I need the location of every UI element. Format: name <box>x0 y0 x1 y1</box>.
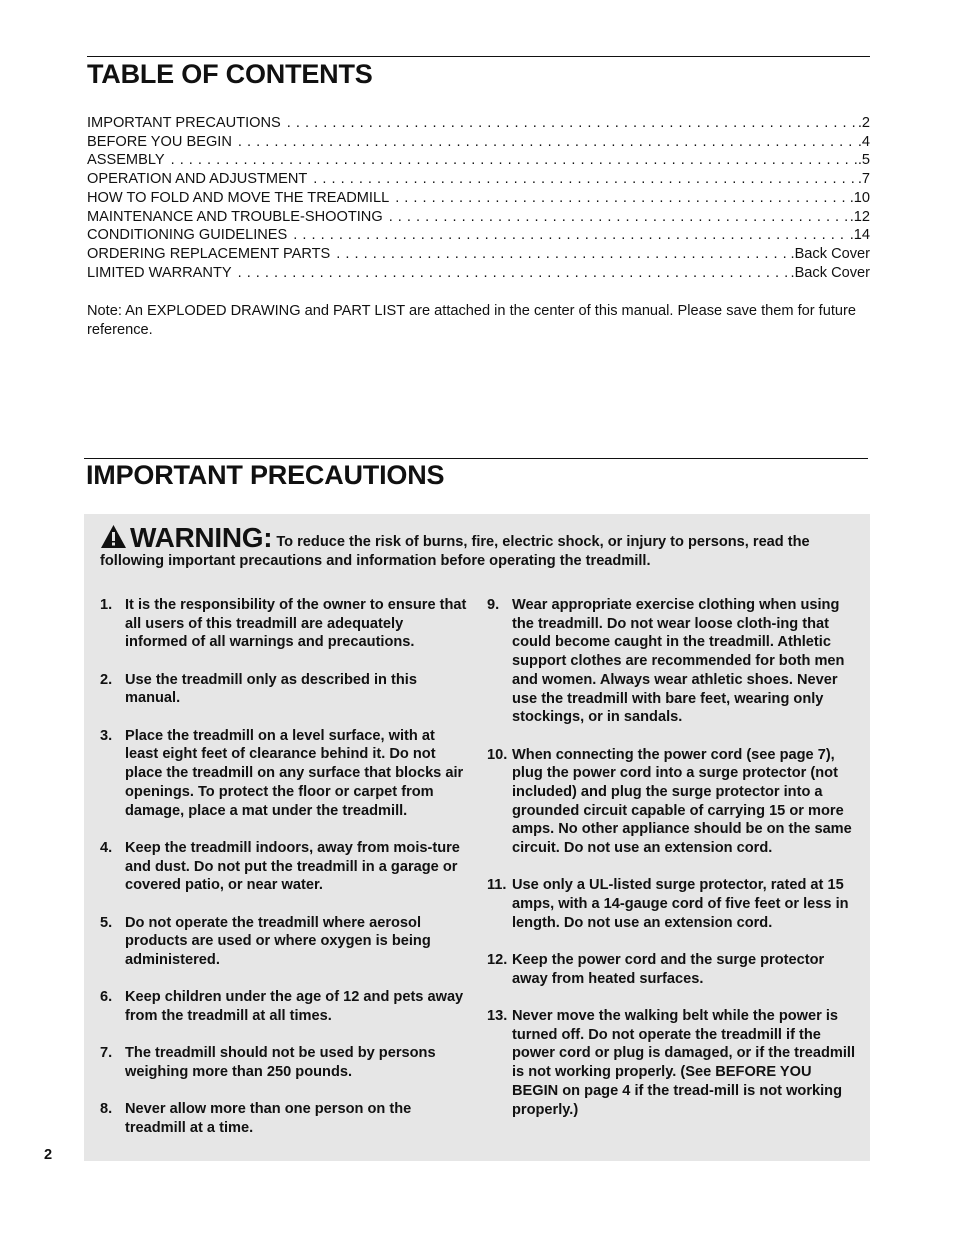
toc-list <box>87 114 870 282</box>
precaution-number: 12. <box>487 952 508 969</box>
precaution-text: Keep the treadmill indoors, away from mois-ture and dust. Do not put the treadmill in a garage or covered patio, or near water. <box>125 839 460 894</box>
precaution-item <box>100 727 467 821</box>
toc-leader-dots <box>287 114 858 133</box>
toc-entry-title: ORDERING REPLACEMENT PARTS <box>87 245 331 262</box>
precaution-number: 2. <box>100 671 113 688</box>
toc-leader-dots <box>238 133 858 152</box>
precaution-text: Never allow more than one person on the treadmill at a time. <box>125 1101 412 1136</box>
toc-entry[interactable] <box>87 208 870 227</box>
precaution-text: When connecting the power cord (see page 7), plug the power cord into a surge protector (not included) and plug the surge protector into a grounded circuit capable of carrying 15 or more amps. No other appliance should be on the same circuit. Do not use an extension cord. <box>512 746 852 857</box>
toc-entry[interactable] <box>87 189 870 208</box>
precaution-number: 13. <box>487 1008 508 1025</box>
precaution-item <box>100 839 467 895</box>
toc-leader-dots <box>238 264 791 283</box>
precaution-number: 1. <box>100 597 113 613</box>
toc-entry-title: IMPORTANT PRECAUTIONS <box>87 115 281 131</box>
precaution-number: 11. <box>487 877 507 894</box>
precaution-number: 3. <box>100 727 113 744</box>
precaution-number: 8. <box>100 1101 113 1118</box>
precautions-right-column <box>487 596 857 1138</box>
precaution-text: Use only a UL-listed surge protector, rated at 15 amps, with a 14-gauge cord of five feet or less in length. Do not use an extension cord. <box>512 877 849 931</box>
precaution-text: Do not operate the treadmill where aerosol products are used or where oxygen is being administered. <box>125 914 431 968</box>
precaution-text: Keep children under the age of 12 and pets away from the treadmill at all times. <box>125 989 464 1024</box>
precautions-left-column <box>100 596 467 1156</box>
toc-entry-page: .7 <box>857 171 870 188</box>
toc-entry[interactable] <box>87 264 870 283</box>
precaution-text: It is the responsibility of the owner to ensure that all users of this treadmill are adequately informed of all warnings and precautions. <box>125 597 467 651</box>
warning-triangle-icon <box>100 524 127 549</box>
toc-entry[interactable] <box>87 245 870 264</box>
precaution-item <box>487 1007 857 1119</box>
precautions-top-rule <box>84 458 868 459</box>
toc-entry[interactable] <box>87 114 870 133</box>
precaution-item <box>100 671 467 708</box>
warning-word: WARNING: <box>130 522 273 553</box>
warning-intro <box>100 524 860 571</box>
precaution-item <box>487 596 857 727</box>
toc-top-rule <box>87 56 870 57</box>
page-number: 2 <box>44 1147 53 1163</box>
precaution-number: 7. <box>100 1045 113 1062</box>
toc-entry-page: .12 <box>849 208 870 225</box>
toc-leader-dots <box>293 226 849 245</box>
toc-entry-title: ASSEMBLY <box>87 152 165 169</box>
toc-note: Note: An EXPLODED DRAWING and PART LIST are attached in the center of this manual. Please save them for future reference. <box>87 303 856 338</box>
toc-entry-title: HOW TO FOLD AND MOVE THE TREADMILL <box>87 189 390 206</box>
toc-leader-dots <box>389 208 850 227</box>
precaution-number: 6. <box>100 989 113 1006</box>
precaution-text: Wear appropriate exercise clothing when using the treadmill. Do not wear loose cloth-ing that could become caught in the treadmill. Athletic support clothes are recommended for both men and women. Always wear athletic shoes. Never use the treadmill with bare feet, wearing only stockings, or in sandals. <box>512 597 845 726</box>
precaution-number: 9. <box>487 597 500 613</box>
toc-entry-page: .14 <box>849 227 870 244</box>
toc-entry[interactable] <box>87 170 870 189</box>
precaution-item <box>100 1044 467 1081</box>
toc-entry[interactable] <box>87 226 870 245</box>
toc-entry-page: .5 <box>857 152 870 169</box>
toc-heading: TABLE OF CONTENTS <box>87 59 373 89</box>
precaution-item <box>487 951 857 988</box>
toc-entry-title: OPERATION AND ADJUSTMENT <box>87 171 308 188</box>
toc-entry-page: .4 <box>857 133 870 150</box>
toc-leader-dots <box>395 189 850 208</box>
toc-entry-page: .Back Cover <box>790 245 870 262</box>
toc-leader-dots <box>336 245 790 264</box>
precautions-heading: IMPORTANT PRECAUTIONS <box>86 460 445 490</box>
precaution-item <box>100 914 467 970</box>
toc-entry-title: BEFORE YOU BEGIN <box>87 133 232 150</box>
precaution-text: Keep the power cord and the surge protector away from heated surfaces. <box>512 952 825 987</box>
toc-entry-page: .Back Cover <box>790 264 870 281</box>
precaution-text: Place the treadmill on a level surface, with at least eight feet of clearance behind it. Do not place the treadmill on any surface that blocks air openings. To protect the floor or carpet from damage, place a mat under the treadmill. <box>125 727 464 819</box>
toc-entry-page: .2 <box>857 115 870 131</box>
toc-leader-dots <box>313 170 858 189</box>
precaution-item <box>100 1100 467 1137</box>
precaution-item <box>487 876 857 932</box>
toc-entry[interactable] <box>87 133 870 152</box>
toc-entry[interactable] <box>87 151 870 170</box>
precaution-text: The treadmill should not be used by persons weighing more than 250 pounds. <box>125 1045 436 1080</box>
toc-entry-title: CONDITIONING GUIDELINES <box>87 227 288 244</box>
precaution-text: Use the treadmill only as described in this manual. <box>125 671 417 707</box>
precaution-number: 4. <box>100 839 113 856</box>
toc-entry-title: LIMITED WARRANTY <box>87 264 232 281</box>
precaution-number: 5. <box>100 914 113 931</box>
warning-text: To reduce the risk of burns, fire, electric shock, or injury to persons, read the following important precautions and information before operating the treadmill. <box>100 534 810 569</box>
precaution-item <box>100 988 467 1025</box>
precaution-text: Never move the walking belt while the power is turned off. Do not operate the treadmill if the power cord or plug is damaged, or if the treadmill is not working properly. (See BEFORE YOU BEGIN on page 4 if the tread-mill is not working properly.) <box>512 1008 856 1118</box>
toc-entry-title: MAINTENANCE AND TROUBLE-SHOOTING <box>87 208 383 225</box>
toc-entry-page: .10 <box>849 189 870 206</box>
toc-leader-dots <box>171 151 858 170</box>
precaution-item <box>100 596 467 652</box>
precaution-number: 10. <box>487 746 508 763</box>
precaution-item <box>487 746 857 858</box>
